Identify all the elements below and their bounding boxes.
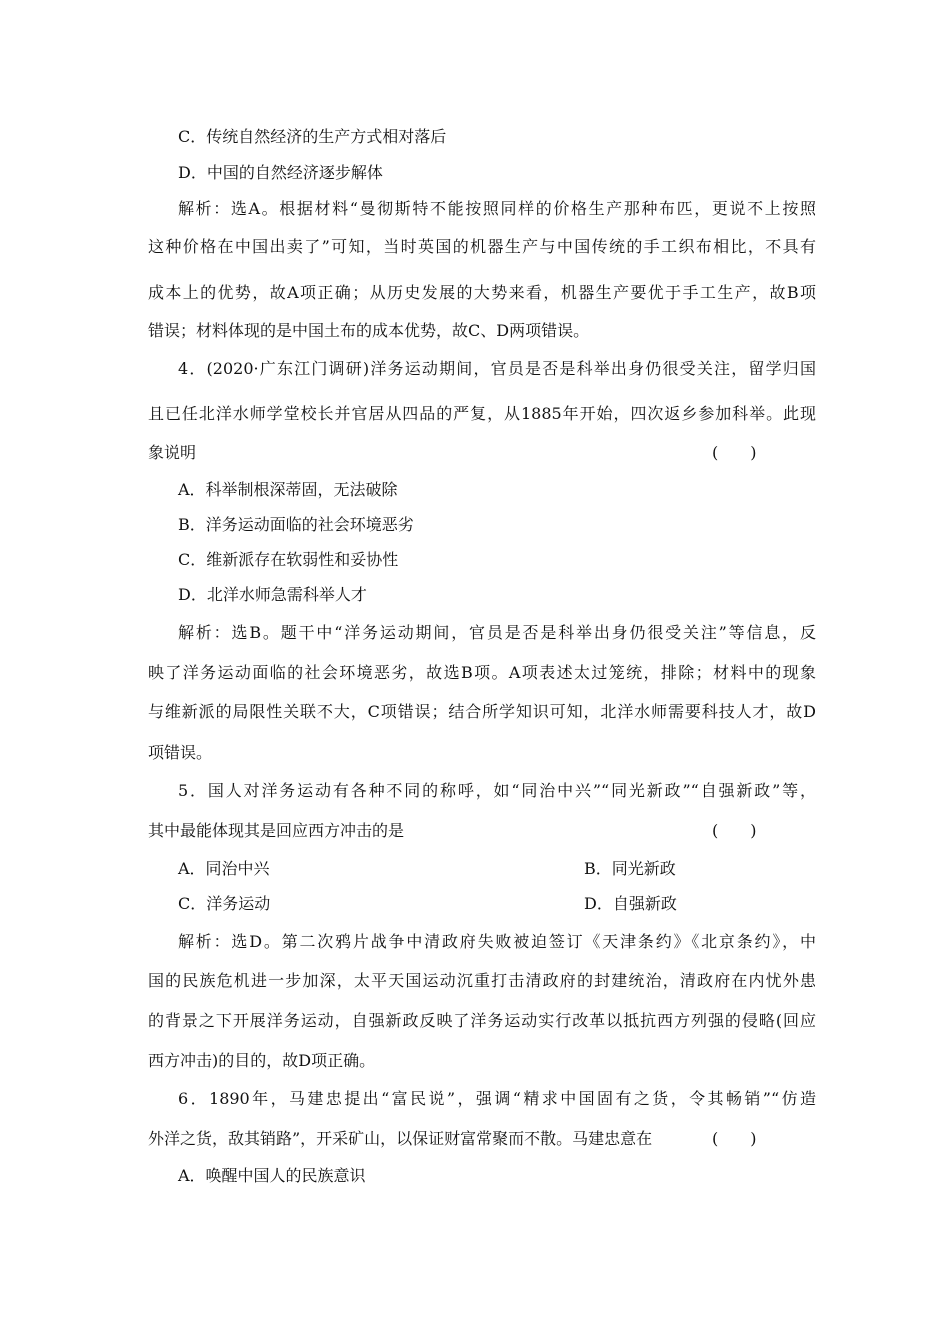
q4-option-d: D．北洋水师急需科举人才 <box>178 585 367 604</box>
q6-option-a: A．唤醒中国人的民族意识 <box>178 1166 366 1185</box>
q5-analysis-line: 西方冲击)的目的，故D项正确。 <box>148 1051 376 1070</box>
q4-stem-line: 且已任北洋水师学堂校长并官居从四品的严复，从1885年开始，四次返乡参加科举。此现 <box>148 404 816 423</box>
q3-analysis-line: 解析：选A。根据材料“曼彻斯特不能按照同样的价格生产那种布匹，更说不上按照 <box>178 199 816 218</box>
q5-stem-line: 5．国人对洋务运动有各种不同的称呼，如“同治中兴”“同光新政”“自强新政”等， <box>178 781 816 800</box>
q4-analysis-line: 项错误。 <box>148 743 213 762</box>
q4-option-c: C．维新派存在软弱性和妥协性 <box>178 550 399 569</box>
q3-analysis-line: 错误；材料体现的是中国土布的成本优势，故C、D两项错误。 <box>148 321 590 340</box>
q5-analysis-line: 的背景之下开展洋务运动，自强新政反映了洋务运动实行改革以抵抗西方列强的侵略(回应 <box>148 1011 816 1030</box>
q6-stem-line: 外洋之货，敌其销路”，开采矿山，以保证财富常聚而不散。马建忠意在 <box>148 1129 653 1148</box>
q3-option-c: C．传统自然经济的生产方式相对落后 <box>178 127 447 146</box>
q4-analysis-line: 与维新派的局限性关联不大，C项错误；结合所学知识可知，北洋水师需要科技人才，故D <box>148 702 816 721</box>
q4-answer-paren: ( ) <box>712 443 757 462</box>
q4-option-a: A．科举制根深蒂固，无法破除 <box>178 480 398 499</box>
q3-analysis-line: 这种价格在中国出卖了”可知，当时英国的机器生产与中国传统的手工织布相比，不具有 <box>148 237 816 256</box>
q6-stem-line: 6．1890年，马建忠提出“富民说”，强调“精求中国固有之货，令其畅销”“仿造 <box>178 1089 816 1108</box>
q5-answer-paren: ( ) <box>712 821 757 840</box>
q5-stem-line: 其中最能体现其是回应西方冲击的是 <box>148 821 405 840</box>
q3-option-d: D．中国的自然经济逐步解体 <box>178 163 383 182</box>
q4-stem-line: 4．(2020·广东江门调研)洋务运动期间，官员是否是科举出身仍很受关注，留学归国 <box>178 359 816 378</box>
q4-stem-line: 象说明 <box>148 443 197 462</box>
q5-option-b: B．同光新政 <box>584 859 676 878</box>
q6-answer-paren: ( ) <box>712 1129 757 1148</box>
q5-analysis-line: 国的民族危机进一步加深，太平天国运动沉重打击清政府的封建统治，清政府在内忧外患 <box>148 971 816 990</box>
q4-option-b: B．洋务运动面临的社会环境恶劣 <box>178 515 414 534</box>
q4-analysis-line: 映了洋务运动面临的社会环境恶劣，故选B项。A项表述太过笼统，排除；材料中的现象 <box>148 663 816 682</box>
q5-option-c: C．洋务运动 <box>178 894 271 913</box>
q5-option-d: D．自强新政 <box>584 894 677 913</box>
q3-analysis-line: 成本上的优势，故A项正确；从历史发展的大势来看，机器生产要优于手工生产，故B项 <box>148 283 816 302</box>
q5-option-a: A．同治中兴 <box>178 859 270 878</box>
q4-analysis-line: 解析：选B。题干中“洋务运动期间，官员是否是科举出身仍很受关注”等信息，反 <box>178 623 816 642</box>
q5-analysis-line: 解析：选D。第二次鸦片战争中清政府失败被迫签订《天津条约》《北京条约》，中 <box>178 932 816 951</box>
